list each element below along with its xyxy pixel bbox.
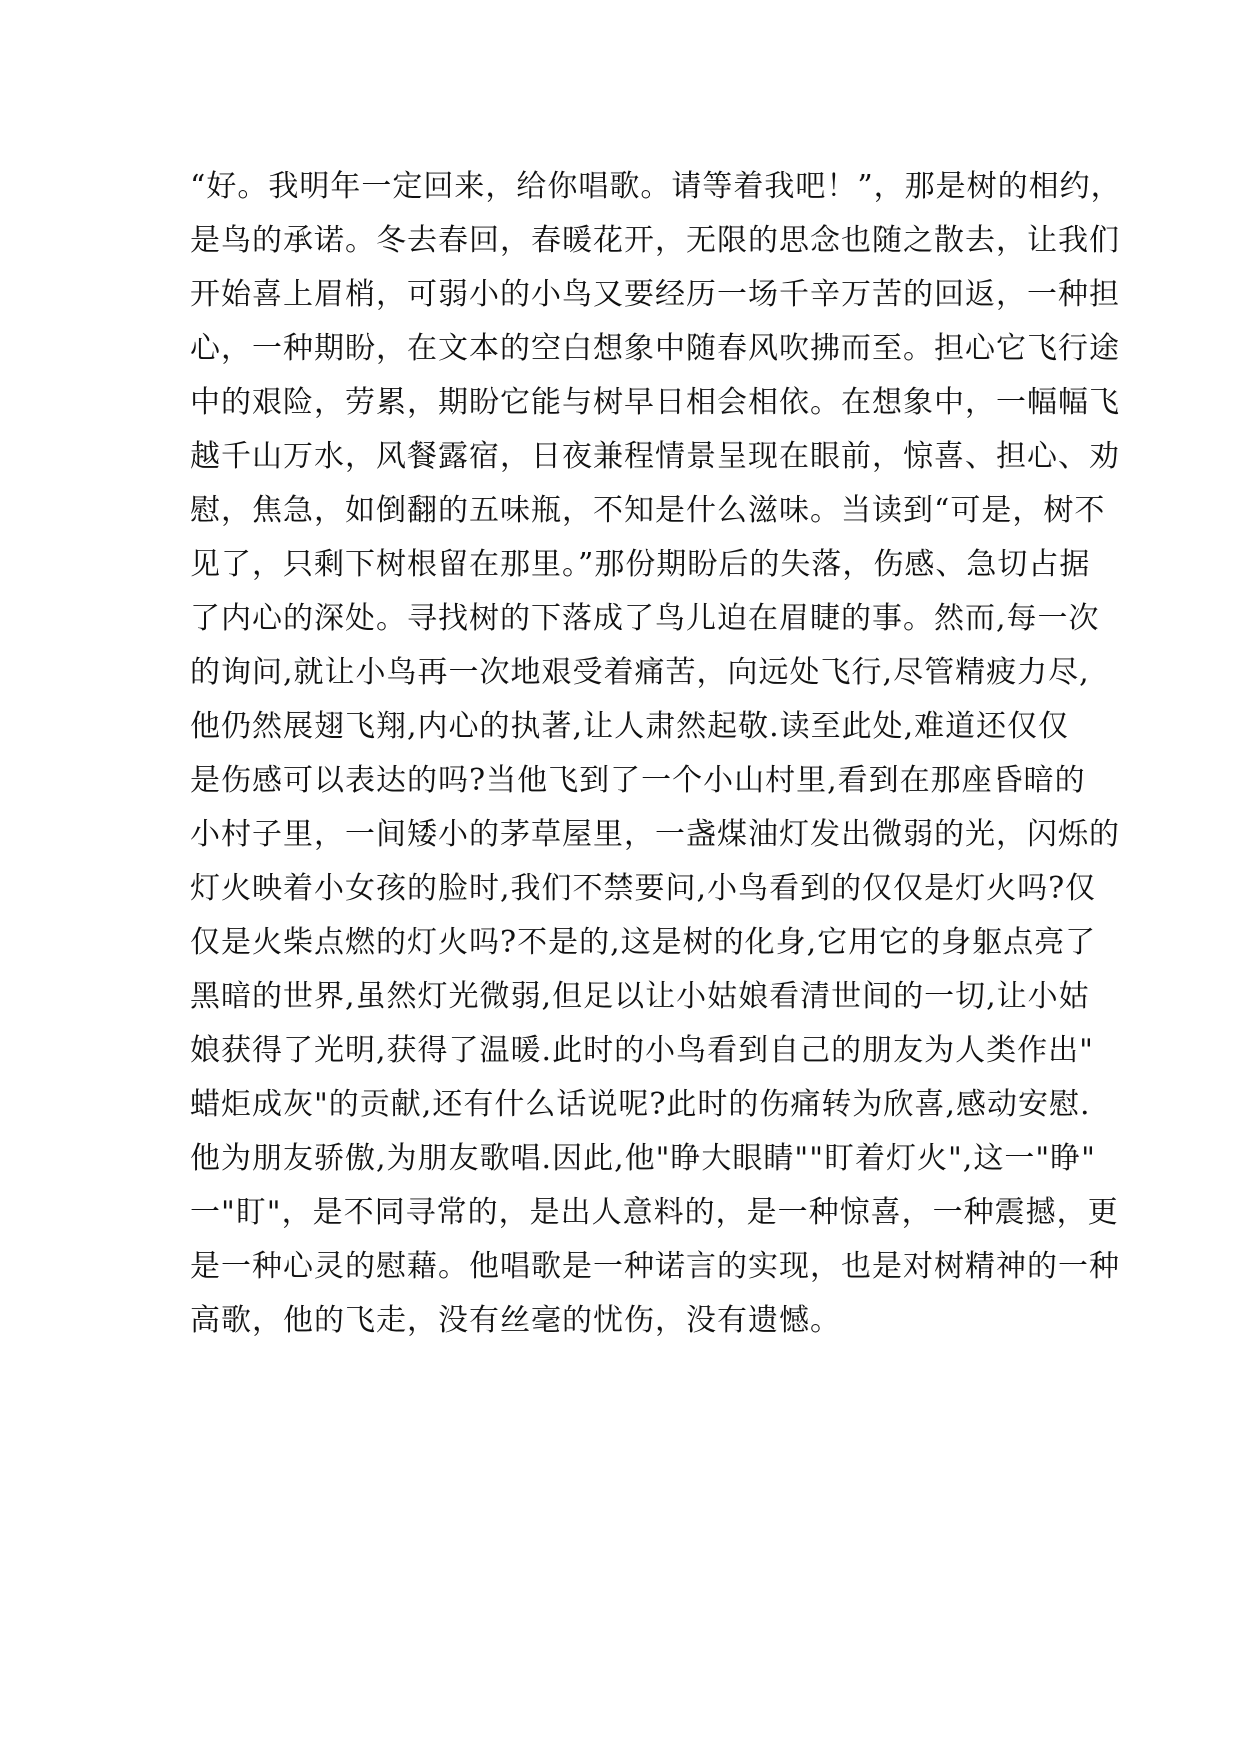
text-line: 中的艰险，劳累，期盼它能与树早日相会相依。在想象中，一幅幅飞 bbox=[190, 385, 1120, 420]
text-line: 一"盯"，是不同寻常的，是出人意料的，是一种惊喜，一种震撼，更 bbox=[190, 1195, 1119, 1230]
text-line: 越千山万水，风餐露宿，日夜兼程情景呈现在眼前，惊喜、担心、劝 bbox=[190, 439, 1120, 474]
text-line: 的询问,就让小鸟再一次地艰受着痛苦，向远处飞行,尽管精疲力尽, bbox=[190, 655, 1090, 690]
text-line: 蜡炬成灰"的贡献,还有什么话说呢?此时的伤痛转为欣喜,感动安慰. bbox=[190, 1087, 1091, 1122]
text-line: 是鸟的承诺。冬去春回，春暖花开，无限的思念也随之散去，让我们 bbox=[190, 223, 1120, 258]
text-line: 他仍然展翅飞翔,内心的执著,让人肃然起敬.读至此处,难道还仅仅 bbox=[190, 709, 1070, 744]
text-line: 慰，焦急，如倒翻的五味瓶，不知是什么滋味。当读到“可是，树不 bbox=[190, 493, 1106, 528]
text-line: 是一种心灵的慰藉。他唱歌是一种诺言的实现，也是对树精神的一种 bbox=[190, 1249, 1120, 1284]
text-line: 娘获得了光明,获得了温暖.此时的小鸟看到自己的朋友为人类作出" bbox=[190, 1033, 1094, 1068]
text-line: 灯火映着小女孩的脸时,我们不禁要问,小鸟看到的仅仅是灯火吗?仅 bbox=[190, 871, 1097, 906]
body-paragraph bbox=[190, 160, 1122, 1348]
text-line: 高歌，他的飞走，没有丝毫的忧伤，没有遗憾。 bbox=[190, 1303, 841, 1338]
text-line: 是伤感可以表达的吗?当他飞到了一个小山村里,看到在那座昏暗的 bbox=[190, 763, 1086, 798]
text-line: 黑暗的世界,虽然灯光微弱,但足以让小姑娘看清世间的一切,让小姑 bbox=[190, 979, 1090, 1014]
text-line: 他为朋友骄傲,为朋友歌唱.因此,他"睁大眼睛""盯着灯火",这一"睁" bbox=[190, 1141, 1096, 1176]
text-line: 小村子里，一间矮小的茅草屋里，一盏煤油灯发出微弱的光，闪烁的 bbox=[190, 817, 1120, 852]
text-line: 了内心的深处。寻找树的下落成了鸟儿迫在眉睫的事。然而,每一次 bbox=[190, 601, 1100, 636]
text-line: 开始喜上眉梢，可弱小的小鸟又要经历一场千辛万苦的回返，一种担 bbox=[190, 277, 1120, 312]
text-line: 见了，只剩下树根留在那里。”那份期盼后的失落，伤感、急切占据 bbox=[190, 547, 1091, 582]
text-line: “好。我明年一定回来，给你唱歌。请等着我吧！”，那是树的相约， bbox=[190, 169, 1122, 204]
text-line: 心，一种期盼，在文本的空白想象中随春风吹拂而至。担心它飞行途 bbox=[190, 331, 1120, 366]
text-line: 仅是火柴点燃的灯火吗?不是的,这是树的化身,它用它的身躯点亮了 bbox=[190, 925, 1097, 960]
